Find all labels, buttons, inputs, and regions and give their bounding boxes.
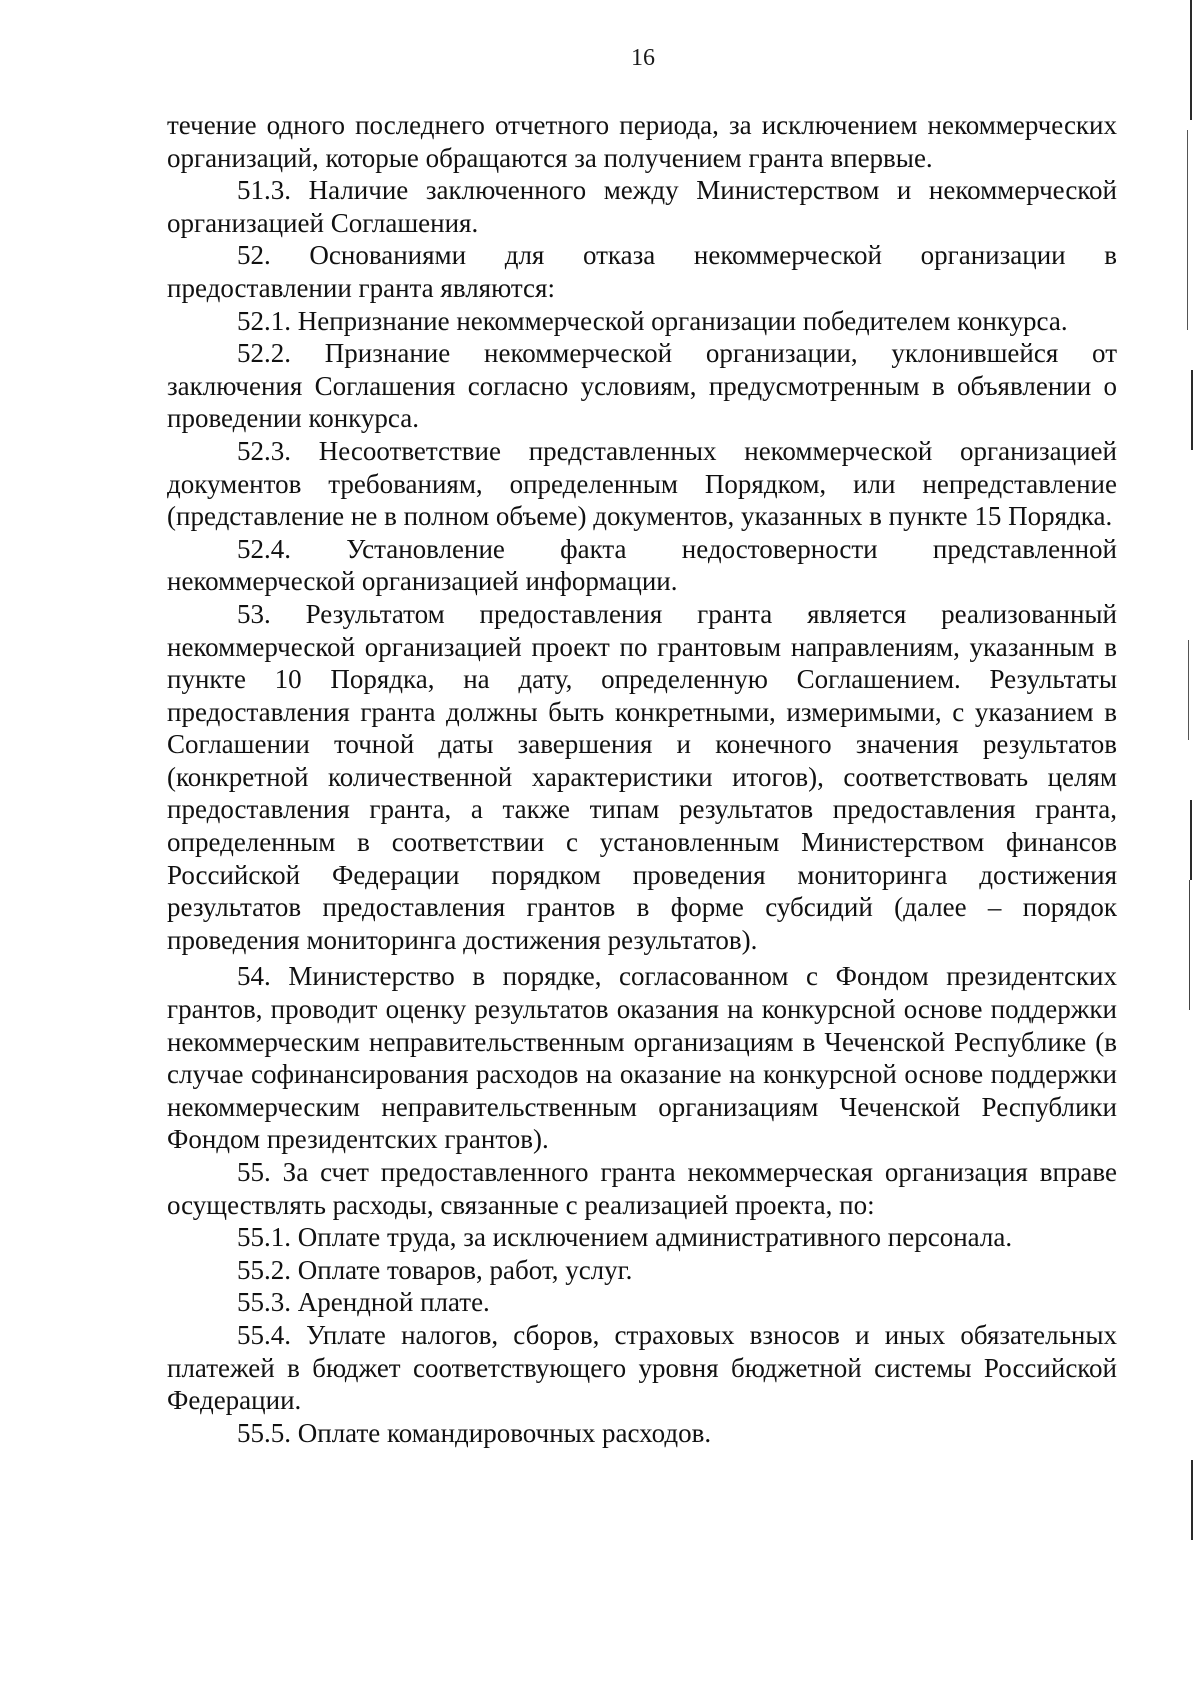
- paragraph-54: 54. Министерство в порядке, согласованном с Фондом президентских грантов, проводит оценку результатов оказания на конкурсной основе поддержки некоммерческим неправительственным организациям в Чеченской Республике (в случае софинансирования расходов на оказание на конкурсной основе поддержки некоммерческим неправительственным организациям Чеченской Республики Фондом президентских грантов).: [167, 961, 1117, 1155]
- paragraph-52-4: 52.4. Установление факта недостоверности представленной некоммерческой организацией информации.: [167, 533, 1117, 597]
- paragraph-55-3: 55.3. Арендной плате.: [237, 1287, 490, 1318]
- document-body: [167, 109, 1117, 1449]
- paragraph-55-5: 55.5. Оплате командировочных расходов.: [237, 1417, 712, 1448]
- page-number: 16: [631, 45, 655, 71]
- scan-edge-mark: [1187, 130, 1188, 330]
- scan-edge-mark: [1190, 0, 1192, 120]
- paragraph-52-1: 52.1. Непризнание некоммерческой организации победителем конкурса.: [237, 305, 1068, 336]
- paragraph-51-3: 51.3. Наличие заключенного между Министерством и некоммерческой организацией Соглашения.: [167, 175, 1117, 238]
- scan-edge-mark: [1188, 640, 1189, 740]
- scan-edge-mark: [1190, 800, 1192, 880]
- scan-edge-mark: [1191, 1460, 1193, 1540]
- paragraph-continuation: течение одного последнего отчетного периода, за исключением некоммерческих организаций, которые обращаются за получением гранта впервые.: [167, 110, 1117, 173]
- paragraph-55-2: 55.2. Оплате товаров, работ, услуг.: [237, 1254, 633, 1285]
- paragraph-52-2: 52.2. Признание некоммерческой организации, уклонившейся от заключения Соглашения согласно условиям, предусмотренным в объявлении о проведении конкурса.: [167, 338, 1117, 434]
- paragraph-53: 53. Результатом предоставления гранта является реализованный некоммерческой организацией проект по грантовым направлениям, указанным в пункте 10 Порядка, на дату, определенную Соглашением. Результаты предоставления гранта должны быть конкретными, измеримыми, с указанием в Соглашении точной даты завершения и конечного значения результатов (конкретной количественной характеристики итогов), соответствовать целям предоставления гранта, а также типам результатов предоставления гранта, определенным в соответствии с установленным Министерством финансов Российской Федерации порядком проведения мониторинга достижения результатов предоставления грантов в форме субсидий (далее – порядок проведения мониторинга достижения результатов).: [167, 598, 1117, 955]
- scan-edge-mark: [1189, 880, 1190, 1010]
- paragraph-52: 52. Основаниями для отказа некоммерческой организации в предоставлении гранта являются:: [167, 240, 1117, 303]
- scan-edge-mark: [1191, 370, 1193, 450]
- paragraph-55: 55. За счет предоставленного гранта некоммерческая организация вправе осуществлять расходы, связанные с реализацией проекта, по:: [167, 1157, 1117, 1220]
- paragraph-52-3: 52.3. Несоответствие представленных некоммерческой организацией документов требованиям, определенным Порядком, или непредставление (представление не в полном объеме) документов, указанных в пункте 15 Порядка.: [167, 435, 1117, 532]
- paragraph-55-4: 55.4. Уплате налогов, сборов, страховых взносов и иных обязательных платежей в бюджет соответствующего уровня бюджетной системы Российской Федерации.: [167, 1319, 1117, 1416]
- paragraph-55-1: 55.1. Оплате труда, за исключением административного персонала.: [237, 1222, 1013, 1253]
